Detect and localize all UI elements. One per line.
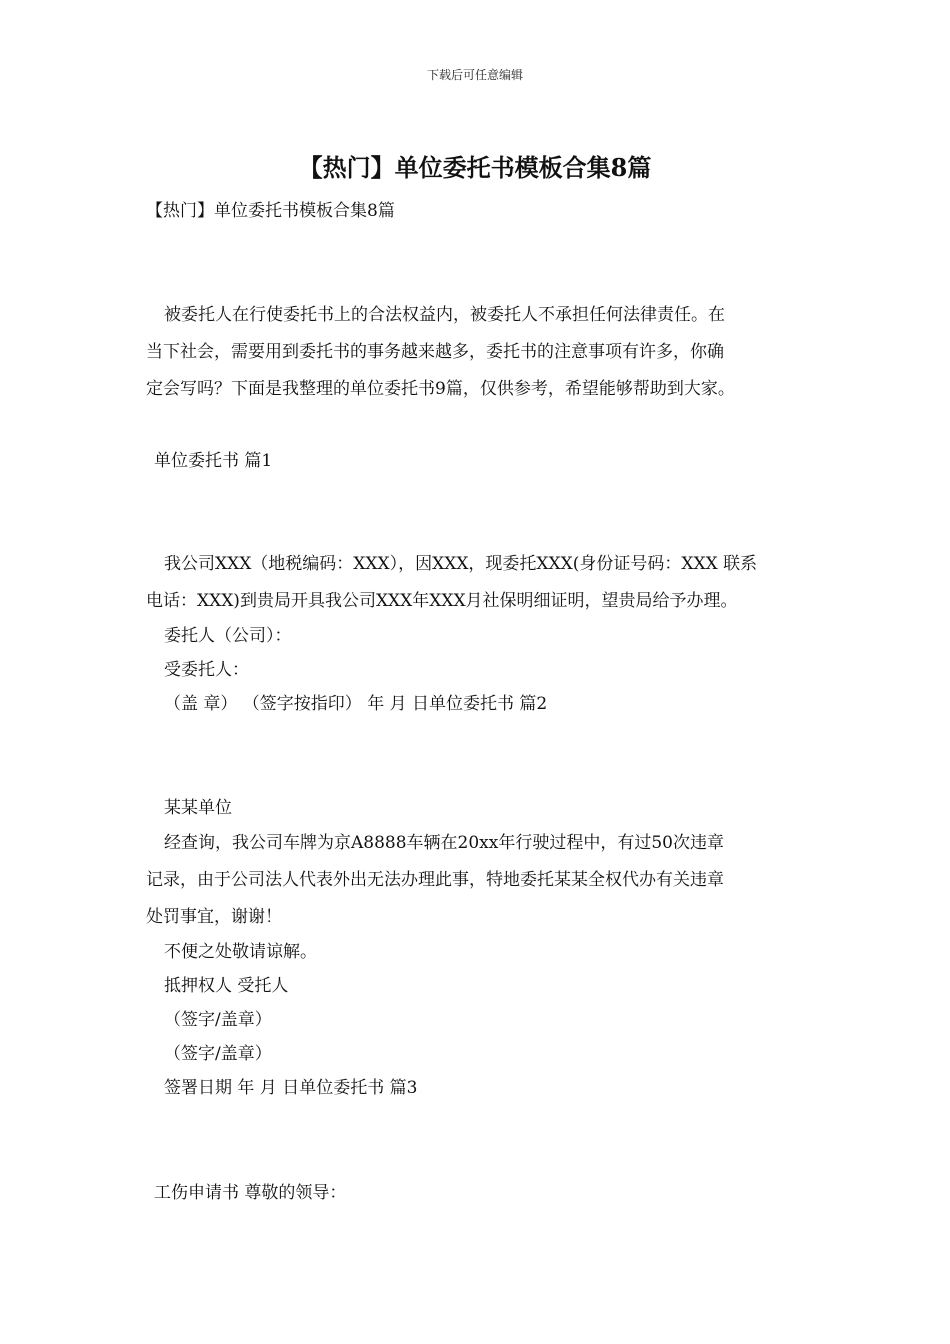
section1-line: 电话：XXX)到贵局开具我公司XXX年XXX月社保明细证明，望贵局给予办理。 [146, 591, 738, 611]
intro-line: 定会写吗？下面是我整理的单位委托书9篇，仅供参考，希望能够帮助到大家。 [146, 379, 735, 399]
section1-heading: 单位委托书 篇1 [154, 451, 273, 471]
section2-line: 经查询，我公司车牌为京A8888车辆在20xx年行驶过程中，有过50次违章 [164, 833, 724, 853]
document-title: 【热门】单位委托书模板合集8篇 [298, 153, 652, 182]
intro-line: 被委托人在行使委托书上的合法权益内，被委托人不承担任何法律责任。在 [164, 305, 725, 325]
section1-line: 委托人（公司）： [164, 626, 292, 646]
section2-line: （签字/盖章） [164, 1010, 272, 1030]
section1-line: 受委托人： [164, 660, 249, 680]
section2-line: 处罚事宜，谢谢！ [146, 907, 282, 927]
section1-line: （盖 章） （签字按指印） 年 月 日单位委托书 篇2 [164, 694, 548, 714]
section3-heading: 工伤申请书 尊敬的领导： [154, 1183, 347, 1203]
document-subtitle: 【热门】单位委托书模板合集8篇 [146, 201, 395, 221]
section2-line: （签字/盖章） [164, 1044, 272, 1064]
section1-line: 我公司XXX（地税编码：XXX），因XXX，现委托XXX(身份证号码：XXX 联系 [164, 554, 758, 574]
section2-line: 不便之处敬请谅解。 [164, 942, 317, 962]
intro-line: 当下社会，需要用到委托书的事务越来越多，委托书的注意事项有许多，你确 [146, 342, 724, 362]
section2-line: 签署日期 年 月 日单位委托书 篇3 [164, 1078, 418, 1098]
section2-line: 抵押权人 受托人 [164, 976, 289, 996]
section2-line: 记录，由于公司法人代表外出无法办理此事，特地委托某某全权代办有关违章 [146, 870, 724, 890]
section2-line: 某某单位 [164, 798, 232, 818]
header-note: 下载后可任意编辑 [426, 68, 523, 82]
